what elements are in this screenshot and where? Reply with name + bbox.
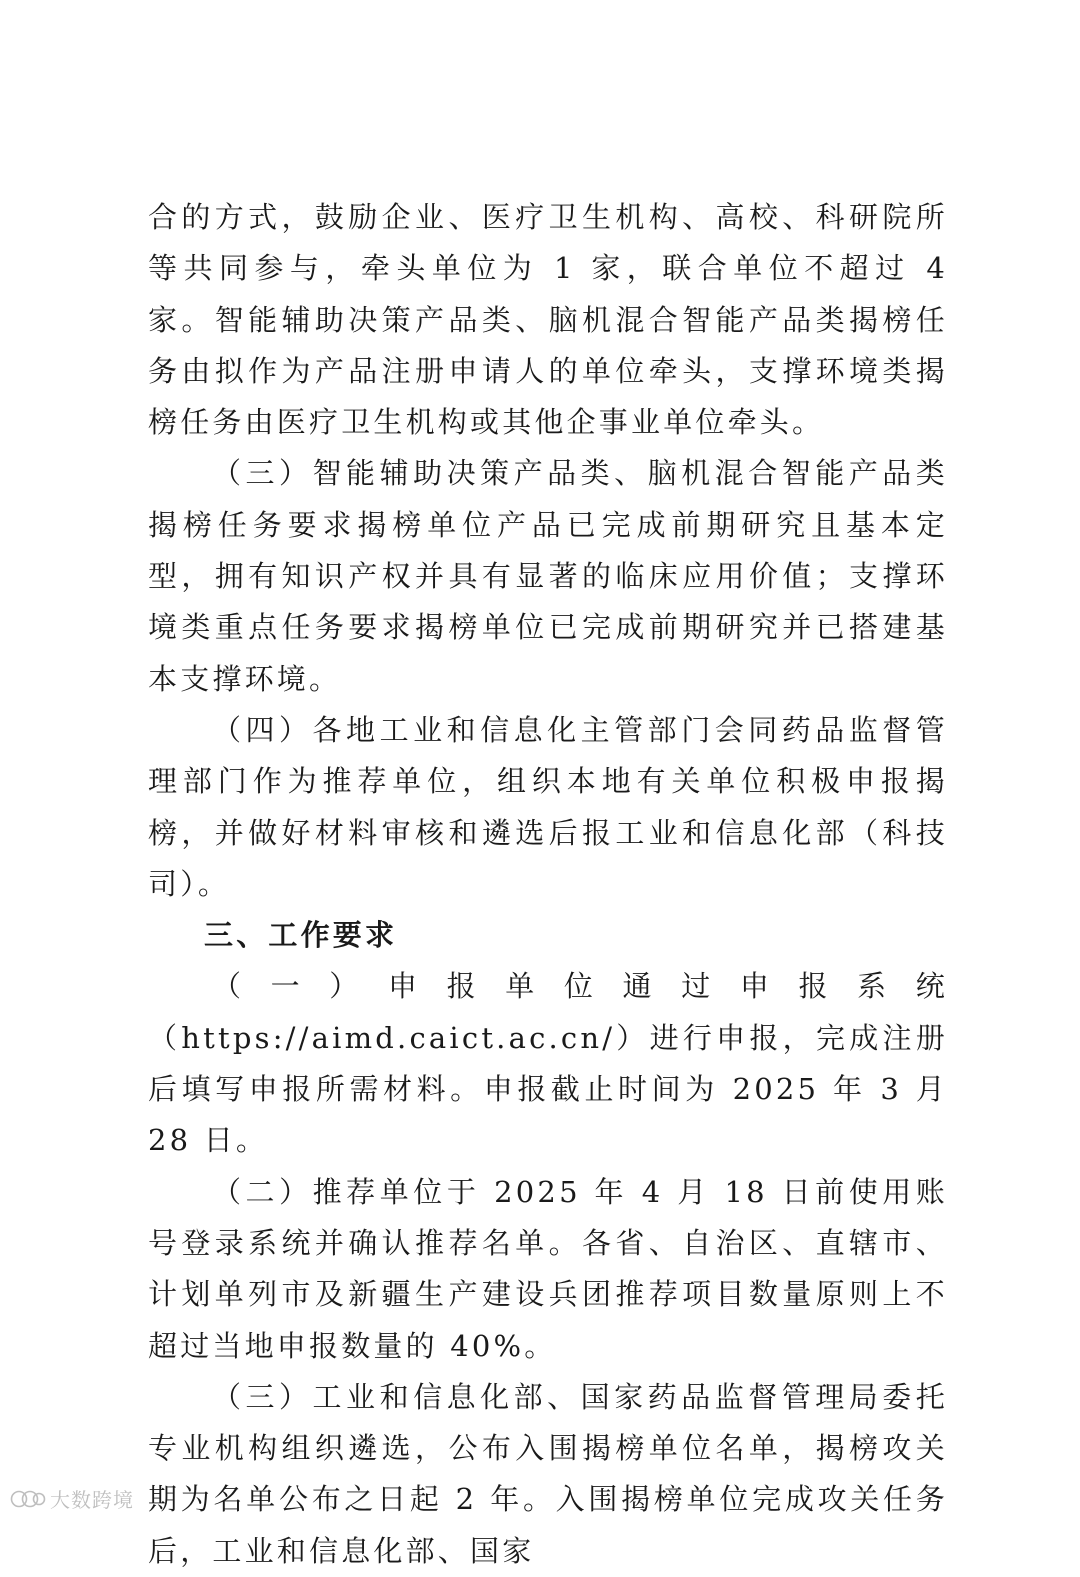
paragraph-requirement-1: （一）申报单位通过申报系统（https://aimd.caict.ac.cn/）进行申报，完成注册后填写申报所需材料。申报截止时间为 2025 年 3 月 28 日。 xyxy=(148,969,948,1158)
section-heading: 三、工作要求 xyxy=(204,918,398,953)
paragraph-item-3: （三）智能辅助决策产品类、脑机混合智能产品类揭榜任务要求揭榜单位产品已完成前期研究且基本定型，拥有知识产权并具有显著的临床应用价值；支撑环境类重点任务要求揭榜单位已完成前期研究并已搭建基本支撑环境。 xyxy=(148,456,948,696)
paragraph-item-4: （四）各地工业和信息化主管部门会同药品监督管理部门作为推荐单位，组织本地有关单位积极申报揭榜，并做好材料审核和遴选后报工业和信息化部（科技司）。 xyxy=(148,712,948,901)
paragraph-requirement-2: （二）推荐单位于 2025 年 4 月 18 日前使用账号登录系统并确认推荐名单。各省、自治区、直辖市、计划单列市及新疆生产建设兵团推荐项目数量原则上不超过当地申报数量的 40%。 xyxy=(148,1174,948,1363)
document-body xyxy=(148,192,948,1577)
paragraph-continuation: 合的方式，鼓励企业、医疗卫生机构、高校、科研院所等共同参与，牵头单位为 1 家，联合单位不超过 4 家。智能辅助决策产品类、脑机混合智能产品类揭榜任务由拟作为产品注册申请人的单位牵头，支撑环境类揭榜任务由医疗卫生机构或其他企事业单位牵头。 xyxy=(148,200,948,440)
watermark-text: 大数跨境 xyxy=(50,1488,134,1512)
paragraph-requirement-3: （三）工业和信息化部、国家药品监督管理局委托专业机构组织遴选，公布入围揭榜单位名单，揭榜攻关期为名单公布之日起 2 年。入围揭榜单位完成攻关任务后，工业和信息化部、国家 xyxy=(148,1379,948,1568)
wechat-logo-icon xyxy=(10,1488,46,1510)
watermark xyxy=(10,1484,134,1513)
